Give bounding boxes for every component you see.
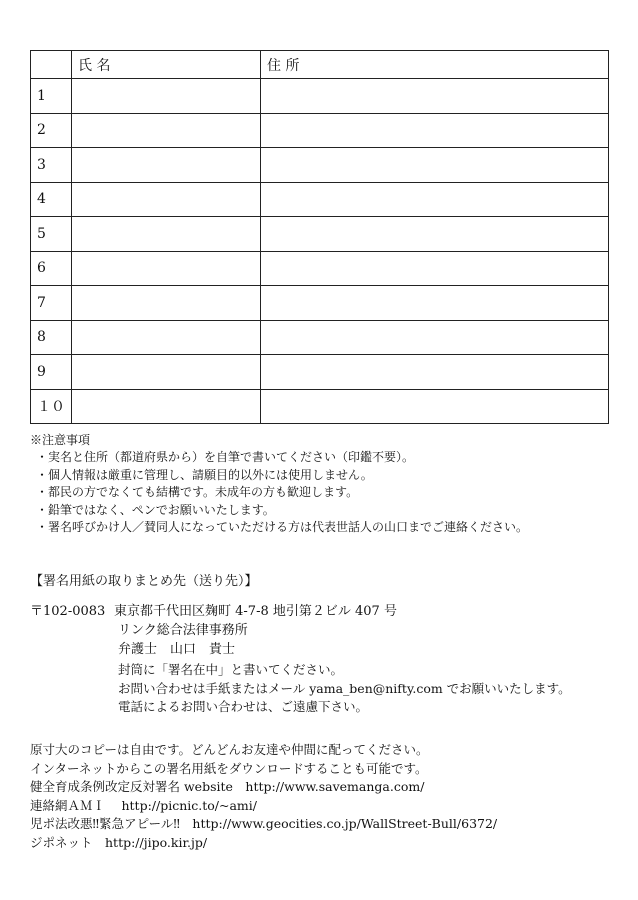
row-number: 5 bbox=[31, 217, 72, 252]
text-line: ・実名と住所（都道府県から）を自筆で書いてください（印鑑不要）。 bbox=[36, 450, 415, 464]
text-line: 連絡網ＡＭＩ http://picnic.to/~ami/ bbox=[30, 797, 257, 813]
address-cell[interactable] bbox=[261, 251, 609, 286]
table-row bbox=[31, 182, 609, 217]
text-line: ・都民の方でなくても結構です。未成年の方も歓迎します。 bbox=[36, 485, 359, 499]
row-number: 8 bbox=[31, 320, 72, 355]
lawyer-name: 弁護士 山口 貴士 bbox=[118, 642, 236, 657]
text-line: お問い合わせは手紙またはメール yama_ben@nifty.com でお願いいたします。 bbox=[118, 680, 571, 696]
text-line: 電話によるお問い合わせは、ご遠慮下さい。 bbox=[118, 699, 369, 714]
text-line: 封筒に「署名在中」と書いてください。 bbox=[118, 662, 344, 677]
text-line: 児ポ法改悪‼緊急アピール‼ http://www.geocities.co.jp/WallStreet-Bull/6372/ bbox=[30, 816, 498, 831]
header-address: 住 所 bbox=[261, 51, 609, 79]
table-row bbox=[31, 79, 609, 114]
text-line: ジポネット http://jipo.kir.jp/ bbox=[30, 834, 208, 850]
send-address: 東京都千代田区麹町 4-7-8 地引第２ビル 407 号 bbox=[114, 604, 397, 619]
text-line: ・署名呼びかけ人／賛同人になっていただける方は代表世話人の山口までご連絡ください。 bbox=[36, 520, 529, 534]
address-cell[interactable] bbox=[261, 182, 609, 217]
name-cell[interactable] bbox=[72, 286, 261, 321]
address-cell[interactable] bbox=[261, 286, 609, 321]
name-cell[interactable] bbox=[72, 79, 261, 114]
header-number bbox=[31, 51, 72, 79]
row-number: 4 bbox=[31, 182, 72, 217]
send-title: 【署名用紙の取りまとめ先（送り先）】 bbox=[30, 574, 258, 589]
postal-code: 〒102-0083 bbox=[30, 604, 106, 619]
text-line: ・鉛筆ではなく、ペンでお願いいたします。 bbox=[36, 502, 275, 517]
table-row bbox=[31, 286, 609, 321]
row-number: 2 bbox=[31, 113, 72, 148]
text-line: 健全育成条例改定反対署名 website http://www.savemanga.com/ bbox=[30, 779, 425, 794]
table-row bbox=[31, 355, 609, 390]
table-row bbox=[31, 148, 609, 183]
row-number: 1 bbox=[31, 79, 72, 114]
address-cell[interactable] bbox=[261, 320, 609, 355]
name-cell[interactable] bbox=[72, 355, 261, 390]
text-line: インターネットからこの署名用紙をダウンロードすることも可能です。 bbox=[30, 760, 428, 776]
name-cell[interactable] bbox=[72, 182, 261, 217]
address-cell[interactable] bbox=[261, 79, 609, 114]
signature-table bbox=[30, 50, 609, 424]
table-row bbox=[31, 389, 609, 424]
row-number: １０ bbox=[31, 389, 72, 424]
text-line: 原寸大のコピーは自由です。どんどんお友達や仲間に配ってください。 bbox=[30, 742, 429, 757]
table-row bbox=[31, 113, 609, 148]
notes-title: ※注意事項 bbox=[30, 433, 91, 447]
name-cell[interactable] bbox=[72, 113, 261, 148]
name-cell[interactable] bbox=[72, 320, 261, 355]
address-cell[interactable] bbox=[261, 148, 609, 183]
name-cell[interactable] bbox=[72, 148, 261, 183]
address-cell[interactable] bbox=[261, 355, 609, 390]
name-cell[interactable] bbox=[72, 251, 261, 286]
header-name: 氏 名 bbox=[72, 51, 261, 79]
name-cell[interactable] bbox=[72, 217, 261, 252]
text-line: ・個人情報は厳重に管理し、請願目的以外には使用しません。 bbox=[36, 467, 373, 482]
row-number: 6 bbox=[31, 251, 72, 286]
address-cell[interactable] bbox=[261, 113, 609, 148]
office-name: リンク総合法律事務所 bbox=[118, 623, 248, 638]
address-cell[interactable] bbox=[261, 217, 609, 252]
name-cell[interactable] bbox=[72, 389, 261, 424]
row-number: 7 bbox=[31, 286, 72, 321]
row-number: 3 bbox=[31, 148, 72, 183]
table-row bbox=[31, 320, 609, 355]
row-number: 9 bbox=[31, 355, 72, 390]
table-row bbox=[31, 217, 609, 252]
address-cell[interactable] bbox=[261, 389, 609, 424]
table-row bbox=[31, 251, 609, 286]
